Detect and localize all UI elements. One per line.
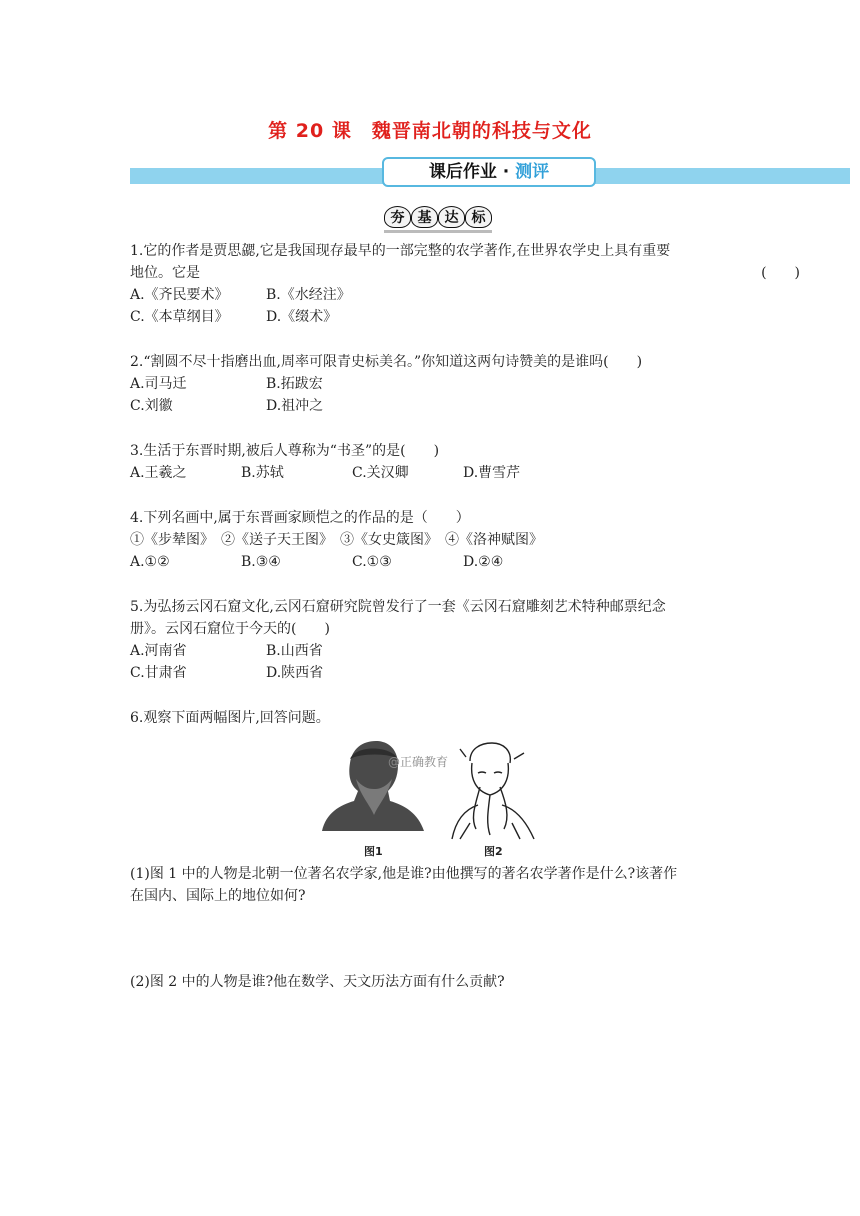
header-banner-tab (382, 157, 596, 187)
section-char: 达 (438, 206, 465, 228)
question-text: 6.观察下面两幅图片,回答问题。 (130, 710, 330, 726)
option-d: D.陕西省 (266, 665, 324, 681)
question-5 (130, 596, 790, 684)
answer-space (130, 907, 790, 971)
option-b: B.《水经注》 (266, 287, 351, 303)
subquestion-2: (2)图 2 中的人物是谁?他在数学、天文历法方面有什么贡献? (130, 974, 505, 990)
question-text (130, 262, 800, 284)
option-row (130, 551, 790, 573)
option-c: C.关汉卿 (352, 465, 409, 481)
option-c: C.甘肃省 (130, 665, 187, 681)
question-2 (130, 351, 790, 417)
question-text: 4.下列名画中,属于东晋画家顾恺之的作品的是（ ） (130, 510, 470, 526)
section-char: 标 (465, 206, 492, 228)
option-a: A.《齐民要术》 (130, 287, 229, 303)
subquestion-1: (1)图 1 中的人物是北朝一位著名农学家,他是谁?由他撰写的著名农学著作是什么?该著作 (130, 866, 678, 882)
watermark: @正确教育 (388, 755, 449, 769)
option-c: C.①③ (352, 554, 392, 570)
option-d: D.《缀术》 (266, 309, 338, 325)
figure-1-label: 图1 (364, 845, 383, 858)
option-a: A.河南省 (130, 643, 187, 659)
option-d: D.曹雪芹 (463, 465, 521, 481)
question-4 (130, 507, 790, 573)
question-text: 3.生活于东晋时期,被后人尊称为“书圣”的是( ) (130, 443, 440, 459)
option-b: B.拓跋宏 (266, 376, 323, 392)
option-a: A.司马迁 (130, 376, 187, 392)
portrait-figures (320, 739, 540, 859)
section-char: 基 (411, 206, 438, 228)
option-row (130, 395, 790, 417)
question-text: 册》。云冈石窟位于今天的( ) (130, 621, 330, 637)
question-text: 5.为弘扬云冈石窟文化,云冈石窟研究院曾发行了一套《云冈石窟雕刻艺术特种邮票纪念 (130, 599, 666, 615)
option-b: B.③④ (241, 554, 281, 570)
option-a: A.王羲之 (130, 465, 187, 481)
option-b: B.山西省 (266, 643, 323, 659)
option-b: B.苏轼 (241, 465, 284, 481)
lesson-title: 第 20 课 魏晋南北朝的科技与文化 (268, 120, 592, 142)
question-text: ①《步辇图》 ②《送子天王图》 ③《女史箴图》 ④《洛神赋图》 (130, 532, 543, 548)
option-row (130, 640, 790, 662)
subquestion-1-cont: 在国内、国际上的地位如何? (130, 888, 306, 904)
option-row (130, 284, 790, 306)
option-d: D.②④ (463, 554, 504, 570)
figure-2-label: 图2 (484, 845, 503, 858)
option-a: A.①② (130, 554, 170, 570)
option-c: C.《本草纲目》 (130, 309, 229, 325)
question-6 (130, 707, 790, 993)
option-row (130, 306, 790, 328)
question-text: 2.“割圆不尽十指磨出血,周率可限青史标美名。”你知道这两句诗赞美的是谁吗( ) (130, 354, 643, 370)
question-text: 1.它的作者是贾思勰,它是我国现存最早的一部完整的农学著作,在世界农学史上具有重要 (130, 243, 671, 259)
option-row (130, 462, 790, 484)
question-1 (130, 240, 800, 328)
option-d: D.祖冲之 (266, 398, 324, 414)
option-c: C.刘徽 (130, 398, 173, 414)
banner-main-text: 课后作业 · (428, 162, 516, 182)
question-3 (130, 440, 790, 484)
option-row (130, 373, 790, 395)
drawing-figure-2 (452, 743, 534, 839)
option-row (130, 662, 790, 684)
question-list (130, 240, 800, 993)
section-heading (384, 206, 492, 233)
banner-accent-text: 测评 (515, 162, 550, 182)
answer-blank: ( ) (761, 265, 800, 281)
question-text-part: 地位。它是 (130, 265, 200, 281)
section-char: 夯 (384, 206, 411, 228)
